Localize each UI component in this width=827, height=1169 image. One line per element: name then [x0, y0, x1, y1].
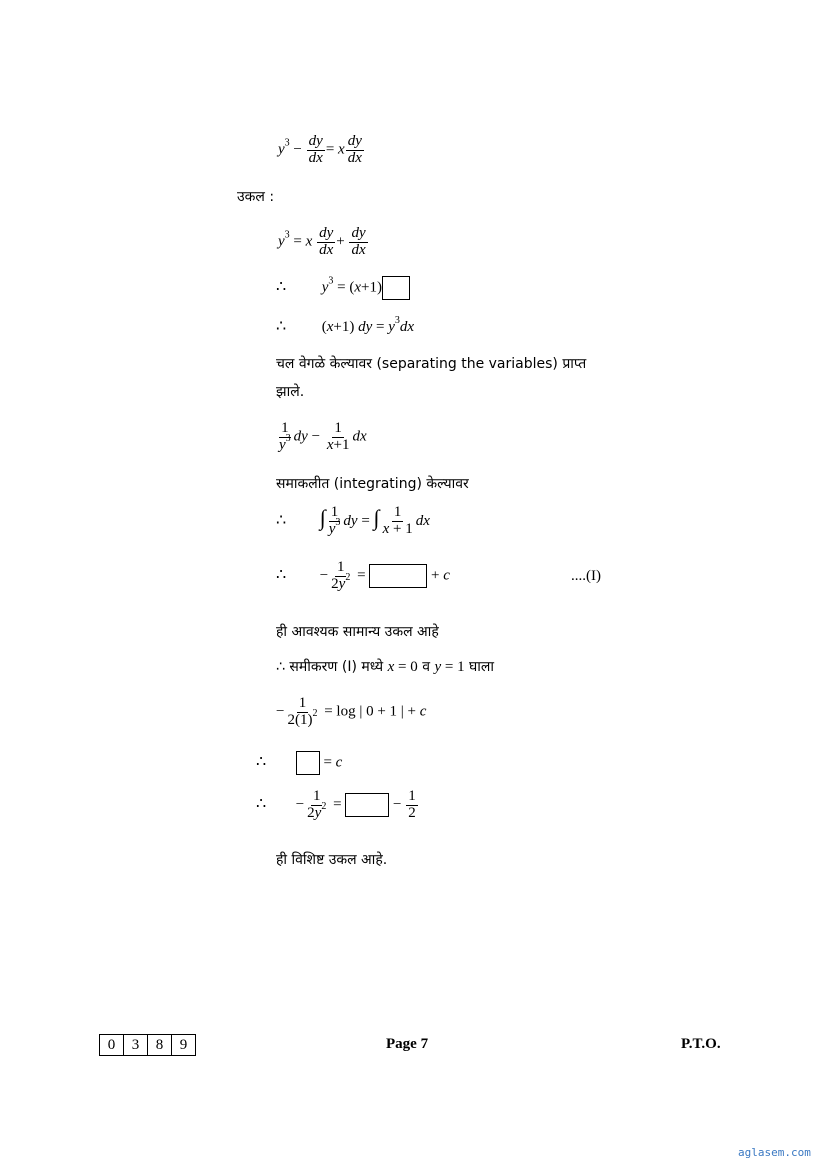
pto-label: P.T.O.: [681, 1036, 721, 1052]
put-text: घाला: [469, 659, 495, 675]
blank-box-3[interactable]: [296, 751, 320, 775]
separating-text: चल वेगळे केल्यावर (separating the variables) प्राप्त: [276, 356, 587, 372]
blank-box-1[interactable]: [382, 276, 410, 300]
equation-label: ....(I): [571, 568, 601, 584]
code-digit: 8: [148, 1035, 172, 1055]
code-digit: 0: [100, 1035, 124, 1055]
substitute-text: ∴ समीकरण (I) मध्ये x = 0 व y = 1 घाला: [276, 659, 495, 675]
equation-3: ∴ $y^3 = (x+1)$: [276, 276, 410, 300]
equation-8: − $\frac{1}{2(1)^2}$ = log | 0 + 1 | + c: [276, 695, 427, 728]
equation-10: ∴ − $\frac{1}{2y^2}$ = − $\frac{1}{2}$: [256, 788, 416, 821]
got-text: झाले.: [276, 384, 305, 400]
equation-5: $\frac{1}{y^3}$ dy − $\frac{1}{x+1}$ dx: [279, 420, 367, 453]
substitute-pre: ∴ समीकरण (I) मध्ये: [276, 659, 384, 675]
blank-box-4[interactable]: [345, 793, 389, 817]
equation-9: ∴ = c: [256, 751, 342, 775]
page-number: Page 7: [386, 1036, 429, 1052]
paper-code-box: [99, 1034, 196, 1056]
general-solution-text: ही आवश्यक सामान्य उकल आहे: [276, 624, 439, 640]
equation-2: $y^3 = x$ $\frac{dy}{dx}$ + $\frac{dy}{dx}$: [278, 225, 366, 258]
and-text: व: [422, 659, 430, 675]
particular-solution-text: ही विशिष्ट उकल आहे.: [276, 852, 388, 868]
equation-7: ∴ − $\frac{1}{2y^2}$ = + c: [276, 559, 450, 592]
integrating-text: समाकलीत (integrating) केल्यावर: [276, 476, 469, 492]
equation-1: $y^3$ − $\frac{dy}{dx}$ = x $\frac{dy}{dx}$: [278, 133, 362, 166]
solution-heading: उकल :: [237, 189, 275, 205]
blank-box-2[interactable]: [369, 564, 427, 588]
equation-6: ∴ ∫ $\frac{1}{y^3}$ dy = ∫ $\frac{1}{x + 1}$ dx: [276, 504, 430, 538]
watermark: aglasem.com: [738, 1146, 811, 1159]
code-digit: 9: [179, 1037, 188, 1053]
equation-4: ∴ (x+1) dy = $y^3dx$: [276, 315, 415, 335]
code-digit: 3: [124, 1035, 148, 1055]
